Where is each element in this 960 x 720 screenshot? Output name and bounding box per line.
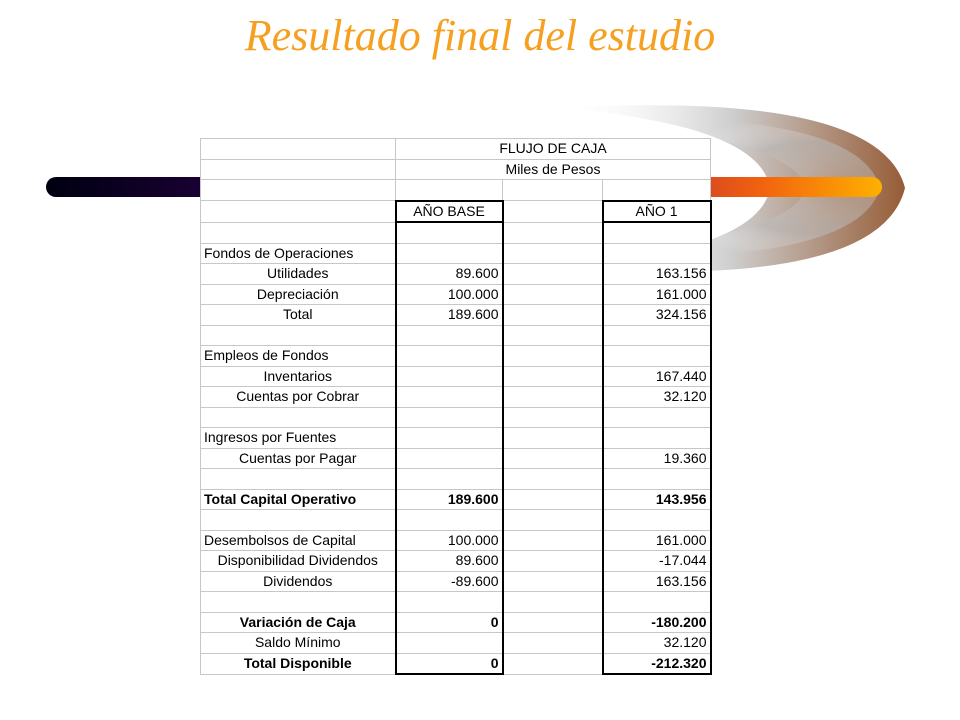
table-subheader-row <box>201 159 711 180</box>
empty-cell <box>503 489 603 510</box>
value-ano-base: -89.600 <box>396 571 503 592</box>
row-label <box>201 222 396 243</box>
value-ano-base <box>396 448 503 469</box>
row-label: Ingresos por Fuentes <box>201 428 396 449</box>
table-row <box>201 571 711 592</box>
empty-cell <box>503 407 603 428</box>
value-ano-base: 100.000 <box>396 284 503 305</box>
table-row <box>201 407 711 428</box>
row-label <box>201 469 396 490</box>
empty-cell <box>503 387 603 408</box>
row-label: Total Disponible <box>201 653 396 674</box>
empty-cell <box>503 325 603 346</box>
value-ano-1 <box>603 346 711 367</box>
table-row <box>201 325 711 346</box>
row-label <box>201 510 396 531</box>
table-header: FLUJO DE CAJA <box>396 139 711 160</box>
table-subheader: Miles de Pesos <box>396 159 711 180</box>
empty-cell <box>503 305 603 326</box>
table-row <box>201 510 711 531</box>
table-row <box>201 387 711 408</box>
row-label <box>201 592 396 613</box>
value-ano-base <box>396 407 503 428</box>
table-row <box>201 428 711 449</box>
value-ano-1: 32.120 <box>603 633 711 654</box>
table-row <box>201 448 711 469</box>
value-ano-base <box>396 346 503 367</box>
value-ano-1: -212.320 <box>603 653 711 674</box>
value-ano-1: 163.156 <box>603 264 711 285</box>
value-ano-1 <box>603 325 711 346</box>
row-label: Total Capital Operativo <box>201 489 396 510</box>
empty-cell <box>503 366 603 387</box>
column-header-ano-1: AÑO 1 <box>603 201 711 223</box>
row-label: Depreciación <box>201 284 396 305</box>
table-row <box>201 366 711 387</box>
table-row <box>201 530 711 551</box>
value-ano-base <box>396 222 503 243</box>
value-ano-1: 324.156 <box>603 305 711 326</box>
value-ano-base: 189.600 <box>396 489 503 510</box>
empty-cell <box>503 592 603 613</box>
column-header-row <box>201 201 711 223</box>
value-ano-1: 32.120 <box>603 387 711 408</box>
empty-cell <box>503 243 603 264</box>
table-row <box>201 305 711 326</box>
value-ano-base <box>396 592 503 613</box>
value-ano-1 <box>603 592 711 613</box>
table-row <box>201 284 711 305</box>
value-ano-base <box>396 325 503 346</box>
value-ano-base: 189.600 <box>396 305 503 326</box>
row-label: Total <box>201 305 396 326</box>
value-ano-1: 161.000 <box>603 530 711 551</box>
value-ano-1: 19.360 <box>603 448 711 469</box>
table-row <box>201 469 711 490</box>
row-label <box>201 407 396 428</box>
value-ano-base <box>396 243 503 264</box>
row-label: Fondos de Operaciones <box>201 243 396 264</box>
empty-cell <box>503 264 603 285</box>
row-label: Variación de Caja <box>201 612 396 633</box>
row-label: Empleos de Fondos <box>201 346 396 367</box>
value-ano-base: 0 <box>396 612 503 633</box>
value-ano-base: 0 <box>396 653 503 674</box>
value-ano-1 <box>603 222 711 243</box>
empty-cell <box>503 201 603 223</box>
value-ano-1: 163.156 <box>603 571 711 592</box>
empty-cell <box>503 530 603 551</box>
value-ano-base: 89.600 <box>396 264 503 285</box>
empty-cell <box>503 284 603 305</box>
value-ano-1: 143.956 <box>603 489 711 510</box>
value-ano-1 <box>603 243 711 264</box>
empty-cell <box>503 448 603 469</box>
row-label: Utilidades <box>201 264 396 285</box>
empty-cell <box>503 551 603 572</box>
table-row <box>201 633 711 654</box>
empty-cell <box>503 571 603 592</box>
value-ano-base <box>396 387 503 408</box>
empty-cell <box>603 180 711 201</box>
table-row <box>201 592 711 613</box>
table-row <box>201 612 711 633</box>
empty-cell <box>503 469 603 490</box>
value-ano-1 <box>603 407 711 428</box>
empty-cell <box>503 612 603 633</box>
empty-cell <box>201 159 396 180</box>
empty-cell <box>201 201 396 223</box>
empty-cell <box>503 180 603 201</box>
row-label <box>201 325 396 346</box>
table-header-row <box>201 139 711 160</box>
table-row <box>201 346 711 367</box>
empty-cell <box>503 653 603 674</box>
row-label: Inventarios <box>201 366 396 387</box>
table-row <box>201 264 711 285</box>
value-ano-base <box>396 366 503 387</box>
table-row <box>201 551 711 572</box>
value-ano-base <box>396 469 503 490</box>
empty-cell <box>503 510 603 531</box>
empty-cell <box>503 222 603 243</box>
value-ano-1 <box>603 428 711 449</box>
value-ano-1: -180.200 <box>603 612 711 633</box>
empty-cell <box>503 428 603 449</box>
value-ano-1: 161.000 <box>603 284 711 305</box>
empty-cell <box>396 180 503 201</box>
table-row <box>201 653 711 674</box>
cash-flow-table <box>200 138 712 675</box>
row-label: Dividendos <box>201 571 396 592</box>
empty-cell <box>201 180 396 201</box>
value-ano-base <box>396 428 503 449</box>
value-ano-1 <box>603 469 711 490</box>
row-label: Cuentas por Cobrar <box>201 387 396 408</box>
slide-title: Resultado final del estudio <box>244 11 716 60</box>
empty-cell <box>503 346 603 367</box>
value-ano-base <box>396 510 503 531</box>
row-label: Desembolsos de Capital <box>201 530 396 551</box>
value-ano-1 <box>603 510 711 531</box>
table-row <box>201 222 711 243</box>
row-label: Cuentas por Pagar <box>201 448 396 469</box>
empty-cell <box>503 633 603 654</box>
table-row <box>201 489 711 510</box>
value-ano-1: 167.440 <box>603 366 711 387</box>
table-row <box>201 180 711 201</box>
value-ano-1: -17.044 <box>603 551 711 572</box>
table-row <box>201 243 711 264</box>
row-label: Saldo Mínimo <box>201 633 396 654</box>
row-label: Disponibilidad Dividendos <box>201 551 396 572</box>
value-ano-base: 100.000 <box>396 530 503 551</box>
value-ano-base <box>396 633 503 654</box>
column-header-ano-base: AÑO BASE <box>396 201 503 223</box>
empty-cell <box>201 139 396 160</box>
value-ano-base: 89.600 <box>396 551 503 572</box>
